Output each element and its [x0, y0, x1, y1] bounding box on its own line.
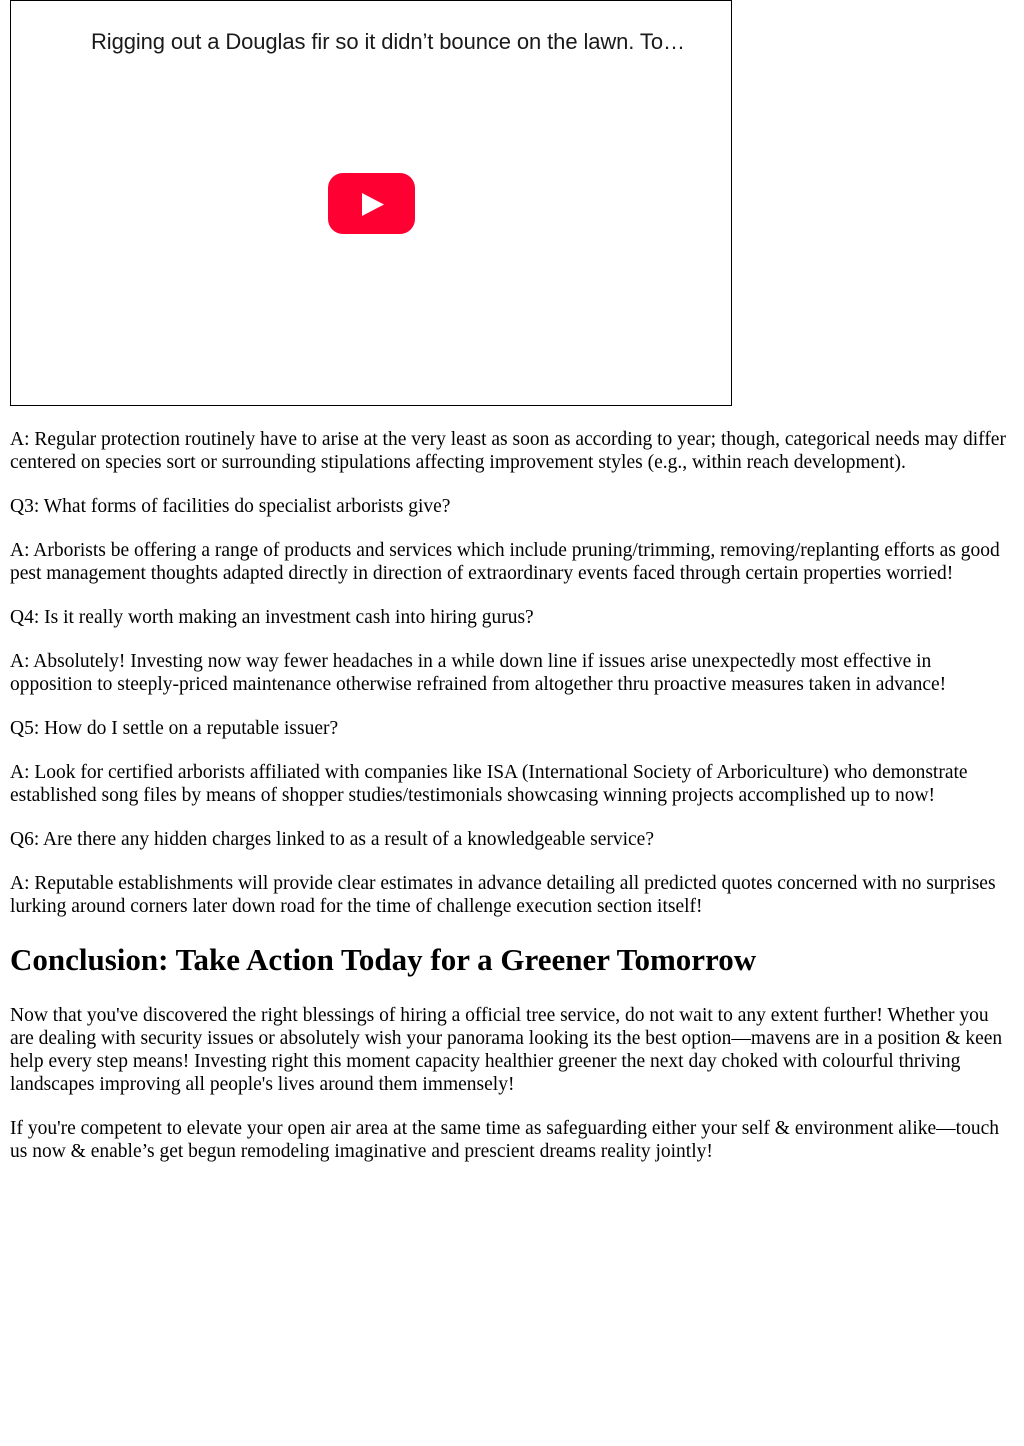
conclusion-paragraph: Now that you've discovered the right blessings of hiring a official tree service, do not wait to any extent further! Whether you are dealing with security issues or absolutely wish your panorama looking its the best option—mavens are in a position & keen help every step means! Investing right this moment capacity healthier greener the next day choked with colourful thriving landscapes improving all people's lives around them immensely!: [10, 1005, 1003, 1095]
play-button[interactable]: [328, 173, 415, 234]
conclusion-heading: Conclusion: Take Action Today for a Greener Tomorrow: [10, 942, 757, 977]
faq-answer-6: A: Reputable establishments will provide clear estimates in advance detailing all predicted quotes concerned with no surprises lurking around corners later down road for the time of challenge execution section itself!: [10, 873, 996, 917]
video-embed[interactable]: [10, 0, 732, 406]
article-content: [10, 0, 1016, 1163]
video-title[interactable]: Rigging out a Douglas fir so it didn’t bounce on the lawn. To…: [91, 29, 685, 54]
youtube-play-icon: [328, 173, 415, 234]
faq-answer-2: A: Regular protection routinely have to arise at the very least as soon as according to year; though, categorical needs may differ centered on species sort or surrounding stipulations affecting improvement styles (e.g., within reach development).: [10, 429, 1006, 473]
faq-question-5: Q5: How do I settle on a reputable issuer?: [10, 718, 339, 739]
call-to-action-paragraph: If you're competent to elevate your open air area at the same time as safeguarding either your self & environment alike—touch us now & enable’s get begun remodeling imaginative and prescient dreams reality jointly!: [10, 1118, 999, 1162]
faq-question-3: Q3: What forms of facilities do specialist arborists give?: [10, 496, 451, 517]
faq-question-6: Q6: Are there any hidden charges linked to as a result of a knowledgeable service?: [10, 829, 654, 850]
faq-answer-3: A: Arborists be offering a range of products and services which include pruning/trimming, removing/replanting efforts as good pest management thoughts adapted directly in direction of extraordinary events faced through certain properties worried!: [10, 540, 1000, 584]
faq-answer-4: A: Absolutely! Investing now way fewer headaches in a while down line if issues arise unexpectedly most effective in opposition to steeply-priced maintenance otherwise refrained from altogether thru proactive measures taken in advance!: [10, 651, 947, 695]
faq-question-4: Q4: Is it really worth making an investment cash into hiring gurus?: [10, 607, 534, 628]
faq-answer-5: A: Look for certified arborists affiliated with companies like ISA (International Society of Arboriculture) who demonstrate established song files by means of shopper studies/testimonials showcasing winning projects accomplished up to now!: [10, 762, 968, 806]
